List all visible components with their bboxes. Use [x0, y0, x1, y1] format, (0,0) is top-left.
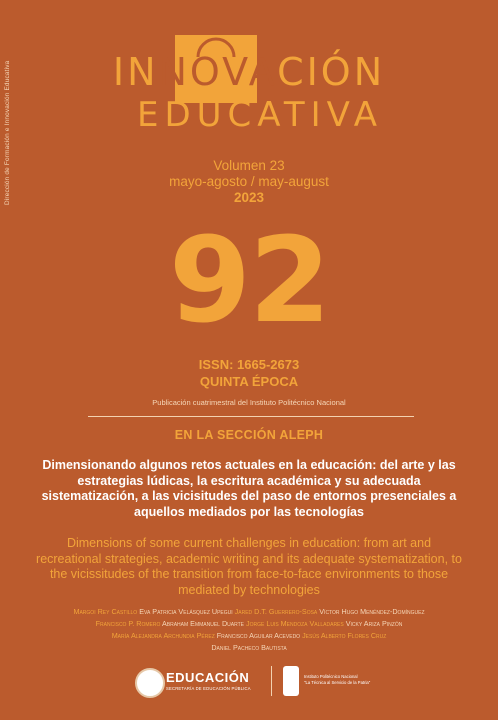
logo-part-1: IN	[112, 50, 159, 94]
author: Víctor Hugo Menéndez-Domínguez	[319, 607, 425, 616]
author: Daniel Pacheco Bautista	[211, 643, 287, 652]
author: Margoi Rey Castillo	[73, 607, 138, 616]
issn-block	[0, 356, 498, 390]
issn: ISSN: 1665-2673	[198, 357, 300, 372]
education-logo-text: EDUCACIÓN	[166, 670, 250, 685]
author: Francisco P. Romero	[95, 619, 161, 628]
logo-line-1	[0, 52, 498, 92]
section-heading: EN LA SECCIÓN ALEPH	[174, 428, 324, 442]
authors-list	[24, 606, 474, 654]
logo-line-2: EDUCATIVA	[136, 95, 384, 135]
footer-divider	[271, 666, 272, 696]
author: Abraham Emmanuel Duarte	[161, 619, 245, 628]
author: Jorge Luis Mendoza Valladares	[246, 619, 344, 628]
ipn-line-2: "La Técnica al Servicio de la Patria"	[304, 680, 371, 685]
author: Jared D.T. Guerrero-Sosa	[234, 607, 318, 616]
volume-year: 2023	[233, 190, 265, 205]
volume-period: mayo-agosto / may-august	[169, 174, 329, 189]
volume-label: Volumen 23	[213, 158, 285, 173]
title-english: Dimensions of some current challenges in education: from art and recreational strategies, academic writing and its adequate systematization, to the vicissitudes of the transition from face-to-face environments to those mediated by technologies	[36, 536, 462, 597]
ipn-text	[304, 674, 370, 686]
logo-part-2: NOVA	[158, 50, 278, 94]
author: María Alejandra Archundia Pérez	[111, 631, 215, 640]
publication-note: Publicación cuatrimestral del Instituto Politécnico Nacional	[152, 398, 346, 407]
title-spanish: Dimensionando algunos retos actuales en la educación: del arte y las estrategias lúdicas, la escritura académica y su adecuada sistematización, a las vicisitudes del paso de entornos presenciales a aquellos mediados por las tecnologías	[41, 458, 457, 519]
author: Jesús Alberto Flores Cruz	[302, 631, 387, 640]
side-vertical-text: Dirección de Formación e Innovación Educativa	[4, 60, 11, 205]
logo-part-3: CIÓN	[277, 50, 386, 94]
sep-seal-icon	[135, 668, 165, 698]
author: Eva Patricia Velásquez Upegui	[139, 607, 233, 616]
ipn-line-1: Instituto Politécnico Nacional	[304, 674, 358, 679]
volume-block	[0, 158, 498, 206]
issue-number: 92	[168, 211, 330, 349]
ipn-logo-icon	[283, 666, 299, 696]
author: Vicky Ariza Pinzón	[345, 619, 403, 628]
author: Francisco Aguilar Acevedo	[216, 631, 301, 640]
education-logo-subtext: SECRETARÍA DE EDUCACIÓN PÚBLICA	[166, 686, 251, 691]
journal-logo	[0, 0, 498, 150]
divider-rule	[88, 416, 414, 417]
epoch: QUINTA ÉPOCA	[199, 374, 299, 389]
